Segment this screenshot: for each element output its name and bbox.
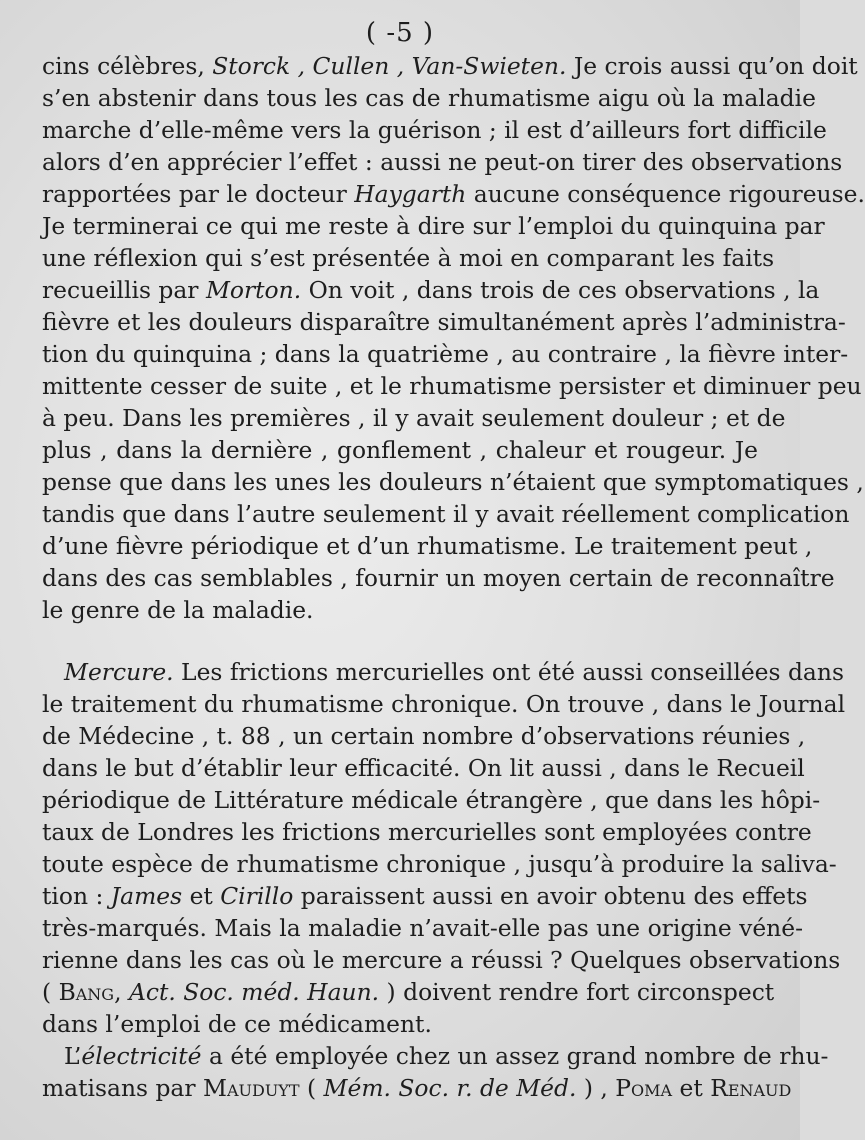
text-line [42, 1008, 758, 1040]
text-line [42, 434, 758, 466]
italic-run: Mém. Soc. r. de Méd. [323, 1074, 577, 1102]
text-line [42, 114, 827, 146]
text-line [42, 338, 849, 370]
text-line [42, 402, 786, 434]
text-run: tion du quinquina ; dans la quatrième , au contraire , la fièvre inter- [42, 340, 849, 368]
text-line [42, 1040, 829, 1072]
text-run: à peu. Dans les premières , il y avait seulement douleur ; et de [42, 404, 786, 432]
text-run: ( [42, 978, 59, 1006]
text-run: alors d’en apprécier l’effet : aussi ne peut-on tirer des observations [42, 148, 843, 176]
text-run: marche d’elle-même vers la guérison ; il est d’ailleurs fort difficile [42, 116, 827, 144]
text-line [42, 146, 843, 178]
text-run: aucune conséquence rigoureuse. [466, 180, 865, 208]
text-run: le genre de la maladie. [42, 596, 314, 624]
text-run: Les frictions mercurielles ont été aussi conseillées dans [173, 658, 844, 686]
text-run: ) doivent rendre fort circonspect [379, 978, 775, 1006]
text-line [42, 178, 865, 210]
text-run: , [114, 978, 129, 1006]
text-line [42, 1072, 792, 1104]
text-run: L’ [64, 1042, 82, 1070]
paragraph-quinquina [42, 50, 865, 626]
text-run: et [672, 1074, 711, 1102]
text-line [42, 816, 812, 848]
text-run: périodique de Littérature médicale étrangère , que dans les hôpi- [42, 786, 821, 814]
smallcaps-run: Mauduyt [203, 1074, 300, 1102]
paragraph-electricite [42, 1040, 829, 1104]
text-line [42, 944, 841, 976]
text-run: pense que dans les unes les douleurs n’étaient que symptomatiques , [42, 468, 864, 496]
smallcaps-run: Poma [615, 1074, 673, 1102]
text-line [42, 688, 846, 720]
text-run: Je terminerai ce qui me reste à dire sur l’emploi du quinquina par [42, 212, 825, 240]
text-run: matisans par [42, 1074, 203, 1102]
italic-run: Act. Soc. méd. Haun. [128, 978, 380, 1006]
text-line [42, 82, 816, 114]
text-run: dans des cas semblables , fournir un moyen certain de reconnaître [42, 564, 835, 592]
text-line [42, 848, 837, 880]
text-line [42, 466, 864, 498]
text-run: paraissent aussi en avoir obtenu des effets [293, 882, 808, 910]
body-text [42, 50, 865, 1104]
text-run: cins célèbres, [42, 52, 213, 80]
text-line [42, 50, 858, 82]
text-line [42, 498, 850, 530]
text-run: rapportées par le docteur [42, 180, 355, 208]
paragraph-mercure [42, 656, 846, 1040]
smallcaps-run: Bang [58, 978, 115, 1006]
text-run: On voit , dans trois de ces observations , la [301, 276, 820, 304]
italic-run: Morton. [205, 276, 302, 304]
text-run: taux de Londres les frictions mercurielles sont employées contre [42, 818, 812, 846]
text-line [42, 370, 862, 402]
text-run: toute espèce de rhumatisme chronique , jusqu’à produire la saliva- [42, 850, 837, 878]
text-run: ) , [576, 1074, 616, 1102]
text-run: rienne dans les cas où le mercure a réussi ? Quelques observations [42, 946, 841, 974]
text-line [42, 976, 775, 1008]
text-run: dans l’emploi de ce médicament. [42, 1010, 432, 1038]
text-line [42, 912, 803, 944]
text-run: mittente cesser de suite , et le rhumatisme persister et diminuer peu [42, 372, 862, 400]
text-line [42, 210, 825, 242]
text-run: de Médecine , t. 88 , un certain nombre d’observations réunies , [42, 722, 806, 750]
text-run: d’une fièvre périodique et d’un rhumatisme. Le traitement peut , [42, 532, 813, 560]
text-run: plus , dans la dernière , gonflement , chaleur et rougeur. Je [42, 436, 758, 464]
italic-run: Mercure. [64, 658, 174, 686]
text-run: très-marqués. Mais la maladie n’avait-elle pas une origine véné- [42, 914, 803, 942]
text-line [42, 752, 805, 784]
text-run: dans le but d’établir leur efficacité. On lit aussi , dans le Recueil [42, 754, 805, 782]
text-run: recueillis par [42, 276, 206, 304]
smallcaps-run: Renaud [710, 1074, 792, 1102]
text-line [42, 274, 820, 306]
italic-run: Cirillo [220, 882, 294, 910]
text-run: a été employée chez un assez grand nombre de rhu- [201, 1042, 829, 1070]
text-line [42, 562, 835, 594]
text-run: ( [299, 1074, 324, 1102]
text-run: le traitement du rhumatisme chronique. On trouve , dans le Journal [42, 690, 846, 718]
text-run: et [182, 882, 221, 910]
text-run: une réflexion qui s’est présentée à moi en comparant les faits [42, 244, 775, 272]
text-line [42, 656, 844, 688]
text-run: Je crois aussi qu’on doit [566, 52, 858, 80]
text-run: fièvre et les douleurs disparaître simultanément après l’administra- [42, 308, 846, 336]
text-line [42, 242, 775, 274]
page-number: ( -5 ) [365, 18, 435, 48]
italic-run: James [110, 882, 183, 910]
italic-run: Storck , Cullen , Van-Swieten. [212, 52, 567, 80]
text-line [42, 594, 758, 626]
text-line [42, 530, 813, 562]
text-line [42, 306, 846, 338]
text-line [42, 720, 806, 752]
text-run: tion : [42, 882, 111, 910]
text-line [42, 880, 808, 912]
italic-run: Haygarth [354, 180, 467, 208]
text-line [42, 784, 821, 816]
italic-run: électricité [81, 1042, 202, 1070]
text-run: tandis que dans l’autre seulement il y avait réellement complication [42, 500, 850, 528]
text-run: s’en abstenir dans tous les cas de rhumatisme aigu où la maladie [42, 84, 816, 112]
